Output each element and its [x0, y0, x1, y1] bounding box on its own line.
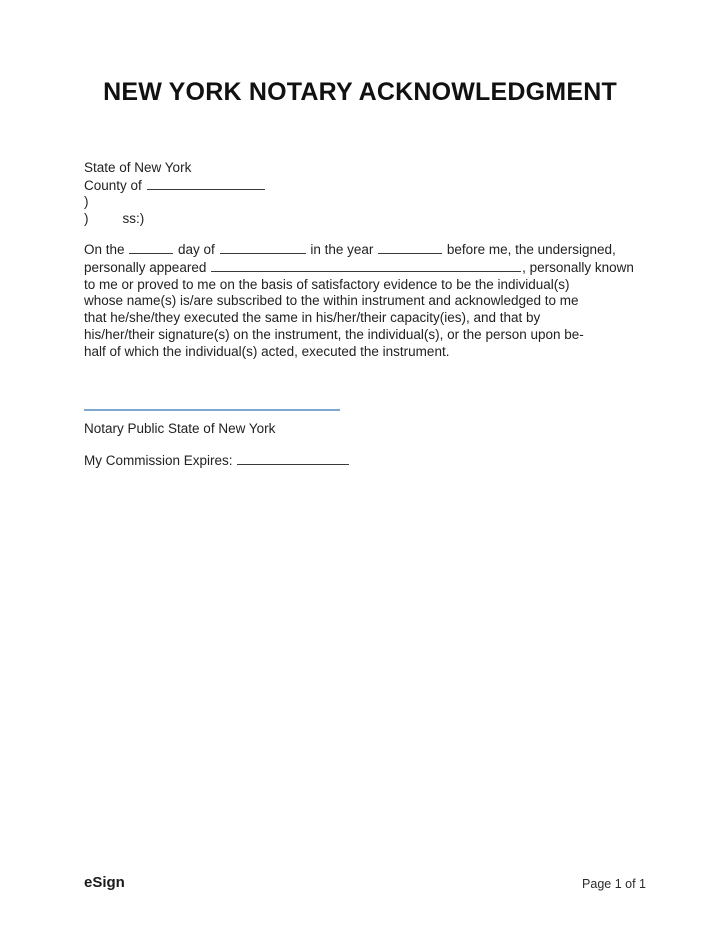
body-line-2 — [84, 259, 634, 277]
body-line-2-text-a: personally appeared — [84, 259, 211, 275]
year-blank-field[interactable] — [378, 241, 442, 254]
ss-label: ss:) — [122, 210, 145, 226]
ss-line — [84, 211, 624, 228]
acknowledgment-body — [84, 241, 634, 361]
body-line-1-text-d: before me, the undersigned, — [443, 242, 616, 257]
body-line-4: whose name(s) is/are subscribed to the within instrument and acknowledged to me — [84, 293, 579, 309]
commission-expires-label: My Commission Expires: — [84, 453, 237, 468]
appearer-name-blank-field[interactable] — [211, 259, 521, 272]
body-line-2-text-b: , personally known — [522, 259, 634, 275]
commission-expires-line — [84, 452, 350, 469]
paren-glyph: ) — [84, 194, 89, 209]
notary-signature-line[interactable] — [84, 409, 340, 411]
county-label: County of — [84, 177, 146, 193]
state-line — [84, 160, 624, 177]
page-title: NEW YORK NOTARY ACKNOWLEDGMENT — [103, 78, 617, 106]
commission-expires-blank-field[interactable] — [237, 452, 349, 465]
notary-title-label: Notary Public State of New York — [84, 421, 276, 436]
body-line-3: to me or proved to me on the basis of satisfactory evidence to be the individual(s) — [84, 276, 570, 292]
body-line-1-text-c: in the year — [306, 242, 378, 257]
body-line-6: his/her/their signature(s) on the instrument, the individual(s), or the person upon be- — [84, 326, 584, 342]
day-blank-field[interactable] — [129, 241, 173, 254]
body-line-1-text-b: day of — [174, 242, 219, 257]
body-line-1 — [84, 241, 618, 259]
venue-header-block — [84, 160, 624, 227]
body-line-1-text-a: On the — [84, 242, 129, 257]
state-label: State of New York — [84, 160, 192, 175]
paren-line — [84, 194, 624, 211]
ss-paren-glyph: ) — [84, 210, 89, 226]
county-line — [84, 177, 624, 195]
esign-logo: eSign — [84, 874, 125, 891]
page-number: Page 1 of 1 — [582, 877, 646, 891]
body-line-5: that he/she/they executed the same in his/her/their capacity(ies), and that by — [84, 310, 541, 326]
month-blank-field[interactable] — [220, 241, 306, 254]
county-blank-field[interactable] — [147, 177, 265, 190]
body-line-7: half of which the individual(s) acted, executed the instrument. — [84, 343, 450, 359]
